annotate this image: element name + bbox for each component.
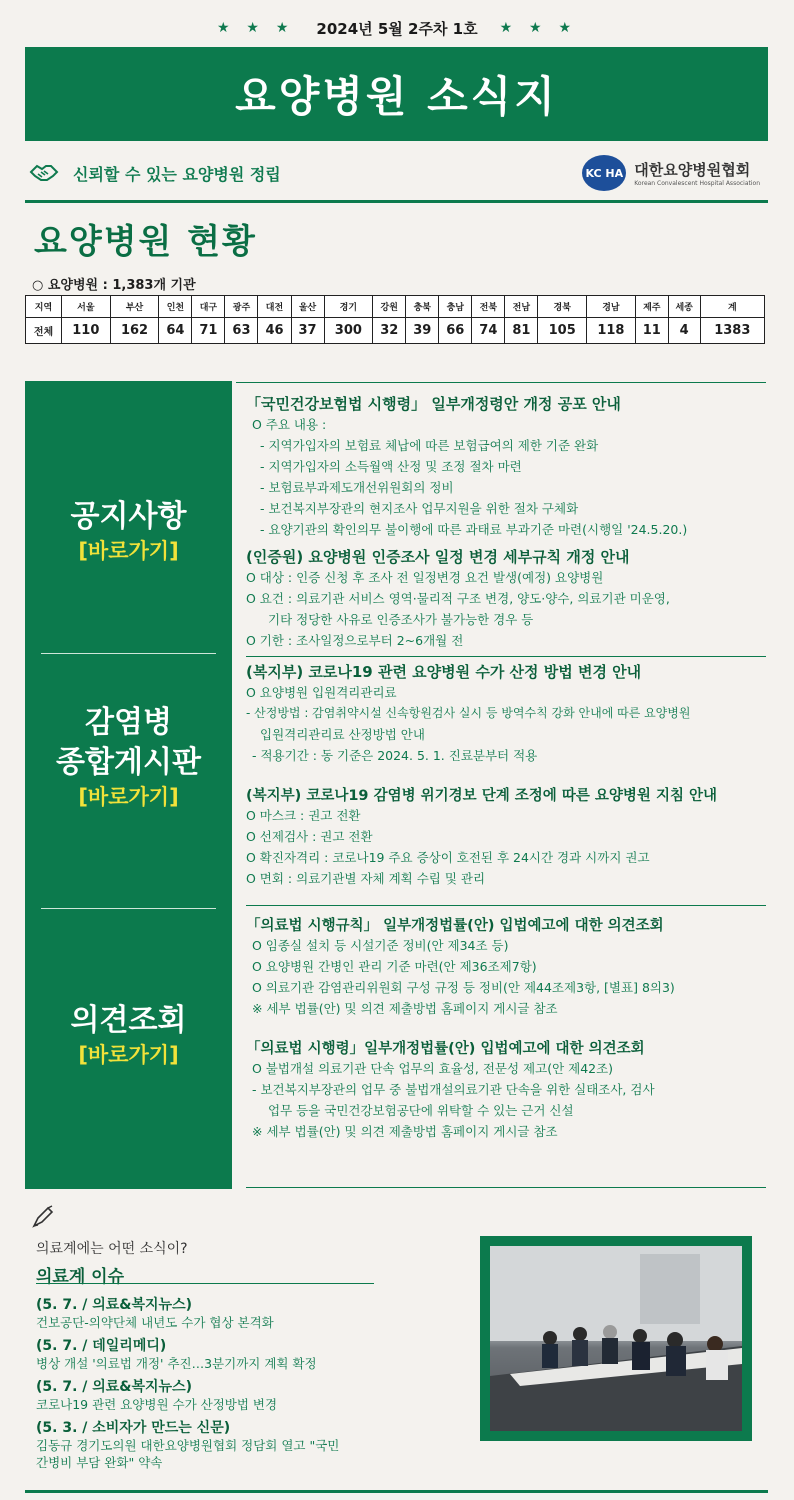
news-item[interactable] xyxy=(36,1337,456,1372)
news-intro: 의료계에는 어떤 소식이? xyxy=(36,1241,188,1257)
value-cell: 66 xyxy=(439,318,472,344)
content-rule xyxy=(246,905,766,906)
infection-item: O 면회 : 의료기관별 자체 계획 수립 및 관리 xyxy=(246,871,486,886)
value-cell: 4 xyxy=(668,318,700,344)
meeting-photo xyxy=(490,1246,742,1431)
region-value-row xyxy=(26,318,765,344)
region-cell: 전북 xyxy=(472,296,505,318)
region-table xyxy=(25,295,765,344)
notice-item: - 보험료부과제도개선위원회의 정비 xyxy=(260,480,454,495)
notice-item: - 지역가입자의 보험료 체납에 따른 보험급여의 제한 기준 완화 xyxy=(260,438,599,453)
category-panel xyxy=(25,381,232,1189)
notice-item: O 요건 : 의료기관 서비스 영역·물리적 구조 변경, 양도·양수, 의료기관 미운영, xyxy=(246,591,670,606)
handshake-icon xyxy=(29,162,59,184)
value-cell: 전체 xyxy=(26,318,62,344)
opinion-headline-1[interactable]: 「의료법 시행규칙」 일부개정법률(안) 입법예고에 대한 의견조회 xyxy=(246,918,664,934)
content-top-rule xyxy=(236,382,766,383)
region-cell: 지역 xyxy=(26,296,62,318)
region-cell: 인천 xyxy=(159,296,192,318)
region-header-row xyxy=(26,296,765,318)
issue-number: 2024년 5월 2주차 1호 xyxy=(316,19,478,38)
value-cell: 110 xyxy=(62,318,111,344)
notice-content xyxy=(246,393,794,651)
news-title: 건보공단-의약단체 내년도 수가 협상 본격화 xyxy=(36,1315,274,1330)
news-source: (5. 7. / 의료&복지뉴스) xyxy=(36,1297,193,1313)
notice-headline-2[interactable]: (인증원) 요양병원 인증조사 일정 변경 세부규칙 개정 안내 xyxy=(246,548,630,566)
logo-name: 대한요양병원협회 xyxy=(634,161,751,179)
news-title: 코로나19 관련 요양병원 수가 산정방법 변경 xyxy=(36,1397,278,1412)
opinion-category xyxy=(25,1001,232,1069)
pen-icon xyxy=(30,1204,56,1230)
value-cell: 11 xyxy=(635,318,668,344)
infection-category xyxy=(25,703,232,811)
notice-item: - 요양기관의 확인의무 불이행에 따른 과태료 부과기준 마련(시행일 '24.5.20.) xyxy=(260,522,688,537)
region-cell: 광주 xyxy=(225,296,258,318)
value-cell: 64 xyxy=(159,318,192,344)
news-title: 병상 개설 '의료법 개정' 추진…3분기까지 계획 확정 xyxy=(36,1356,317,1371)
opinion-item: ※ 세부 법률(안) 및 의견 제출방법 홈페이지 게시글 참조 xyxy=(252,1001,558,1016)
opinion-item: O 요양병원 간병인 관리 기준 마련(안 제36조제7항) xyxy=(252,959,537,974)
news-item[interactable] xyxy=(36,1378,456,1413)
value-cell: 39 xyxy=(406,318,439,344)
region-cell: 충북 xyxy=(406,296,439,318)
value-cell: 105 xyxy=(538,318,587,344)
notice-item: - 지역가입자의 소득월액 산정 및 조정 절차 마련 xyxy=(260,459,522,474)
infection-label-2: 종합게시판 xyxy=(56,745,201,780)
content-rule xyxy=(246,1187,766,1188)
content-rule xyxy=(246,656,766,657)
infection-item: - 적용기간 : 동 기준은 2024. 5. 1. 진료분부터 적용 xyxy=(252,748,538,763)
stars-left: ★ ★ ★ xyxy=(217,20,295,36)
value-cell: 81 xyxy=(505,318,538,344)
notice-label: 공지사항 xyxy=(70,499,187,534)
region-cell: 전남 xyxy=(505,296,538,318)
news-item[interactable] xyxy=(36,1296,456,1331)
infection-label-1: 감염병 xyxy=(85,705,172,740)
newsletter-title: 요양병원 소식지 xyxy=(25,47,768,141)
value-cell: 46 xyxy=(258,318,291,344)
panel-divider xyxy=(41,908,216,909)
region-cell: 서울 xyxy=(62,296,111,318)
opinion-item: O 임종실 설치 등 시설기준 정비(안 제34조 등) xyxy=(252,938,509,953)
meeting-photo-frame xyxy=(480,1236,752,1441)
opinion-content xyxy=(246,914,794,1142)
panel-divider xyxy=(41,653,216,654)
notice-item: O 주요 내용 : xyxy=(252,417,327,432)
value-cell: 1383 xyxy=(700,318,764,344)
opinion-item: 업무 등을 국민건강보험공단에 위탁할 수 있는 근거 신설 xyxy=(268,1103,574,1118)
value-cell: 71 xyxy=(192,318,225,344)
value-cell: 162 xyxy=(110,318,159,344)
region-cell: 세종 xyxy=(668,296,700,318)
notice-item: 기타 정당한 사유로 인증조사가 불가능한 경우 등 xyxy=(268,612,534,627)
value-cell: 300 xyxy=(324,318,373,344)
notice-headline-1[interactable]: 「국민건강보험법 시행령」 일부개정령안 개정 공포 안내 xyxy=(246,395,621,413)
infection-headline-2[interactable]: (복지부) 코로나19 감염병 위기경보 단계 조정에 따른 요양병원 지침 안내 xyxy=(246,788,718,804)
hospital-count: ○ 요양병원 : 1,383개 기관 xyxy=(32,278,196,293)
news-heading-rule xyxy=(36,1283,374,1284)
news-list xyxy=(36,1296,456,1477)
association-logo[interactable] xyxy=(582,155,768,191)
meeting-illustration xyxy=(490,1246,742,1431)
news-heading: 의료계 이슈 xyxy=(36,1267,125,1287)
slogan xyxy=(25,162,281,185)
infection-item: O 선제검사 : 권고 전환 xyxy=(246,829,373,844)
bottom-rule xyxy=(25,1490,768,1493)
notice-item: - 보건복지부장관의 현지조사 업무지원을 위한 절차 구체화 xyxy=(260,501,579,516)
infection-headline-1[interactable]: (복지부) 코로나19 관련 요양병원 수가 산정 방법 변경 안내 xyxy=(246,663,642,681)
region-cell: 경기 xyxy=(324,296,373,318)
region-cell: 울산 xyxy=(291,296,324,318)
value-cell: 37 xyxy=(291,318,324,344)
notice-shortcut-link[interactable]: [바로가기] xyxy=(78,539,179,563)
region-cell: 대구 xyxy=(192,296,225,318)
region-cell: 대전 xyxy=(258,296,291,318)
region-cell: 계 xyxy=(700,296,764,318)
infection-item: - 산정방법 : 감염취약시설 신속항원검사 실시 등 방역수칙 강화 안내에 따른 요양병원 xyxy=(246,706,691,720)
news-source: (5. 7. / 데일리메디) xyxy=(36,1338,167,1354)
notice-item: O 대상 : 인증 신청 후 조사 전 일정변경 요건 발생(예정) 요양병원 xyxy=(246,570,604,585)
infection-item: O 확진자격리 : 코로나19 주요 증상이 호전된 후 24시간 경과 시까지 권고 xyxy=(246,850,650,865)
infection-item: O 요양병원 입원격리관리료 xyxy=(246,685,397,700)
opinion-item: O 불법개설 의료기관 단속 업무의 효율성, 전문성 제고(안 제42조) xyxy=(252,1061,614,1076)
region-cell: 충남 xyxy=(439,296,472,318)
notice-item: O 기한 : 조사일정으로부터 2~6개월 전 xyxy=(246,633,464,648)
value-cell: 74 xyxy=(472,318,505,344)
infection-item: 입원격리관리료 산정방법 안내 xyxy=(260,727,425,742)
opinion-item: O 의료기관 감염관리위원회 구성 규정 등 정비(안 제44조제3항, [별표] 8의3) xyxy=(252,980,675,995)
news-title: 김동규 경기도의원 대한요양병원협회 정담회 열고 "국민 xyxy=(36,1438,340,1453)
infection-shortcut-link[interactable]: [바로가기] xyxy=(78,785,179,809)
news-source: (5. 7. / 의료&복지뉴스) xyxy=(36,1379,193,1395)
notice-category xyxy=(25,497,232,565)
opinion-shortcut-link[interactable]: [바로가기] xyxy=(78,1043,179,1067)
opinion-label: 의견조회 xyxy=(70,1003,187,1038)
region-cell: 제주 xyxy=(635,296,668,318)
infection-content xyxy=(246,661,794,889)
value-cell: 118 xyxy=(587,318,636,344)
region-cell: 강원 xyxy=(373,296,406,318)
divider xyxy=(25,200,768,203)
kcha-logo-icon: KC HA xyxy=(582,155,626,191)
opinion-item: - 보건복지부장관의 업무 중 불법개설의료기관 단속을 위한 실태조사, 검사 xyxy=(252,1082,655,1097)
value-cell: 63 xyxy=(225,318,258,344)
region-cell: 경남 xyxy=(587,296,636,318)
status-title: 요양병원 현황 xyxy=(34,222,257,262)
stars-right: ★ ★ ★ xyxy=(499,20,577,36)
issue-line xyxy=(0,16,794,40)
news-source: (5. 3. / 소비자가 만드는 신문) xyxy=(36,1420,231,1436)
value-cell: 32 xyxy=(373,318,406,344)
region-cell: 경북 xyxy=(538,296,587,318)
opinion-item: ※ 세부 법률(안) 및 의견 제출방법 홈페이지 게시글 참조 xyxy=(252,1124,558,1139)
logo-name-en: Korean Convalescent Hospital Association xyxy=(634,180,760,187)
slogan-text: 신뢰할 수 있는 요양병원 정립 xyxy=(73,164,281,184)
news-item[interactable] xyxy=(36,1419,456,1471)
slogan-row xyxy=(25,150,768,196)
region-cell: 부산 xyxy=(110,296,159,318)
opinion-headline-2[interactable]: 「의료법 시행령」일부개정법률(안) 입법예고에 대한 의견조회 xyxy=(246,1041,645,1057)
news-title-cont: 간병비 부담 완화" 약속 xyxy=(36,1455,163,1470)
infection-item: O 마스크 : 권고 전환 xyxy=(246,808,361,823)
